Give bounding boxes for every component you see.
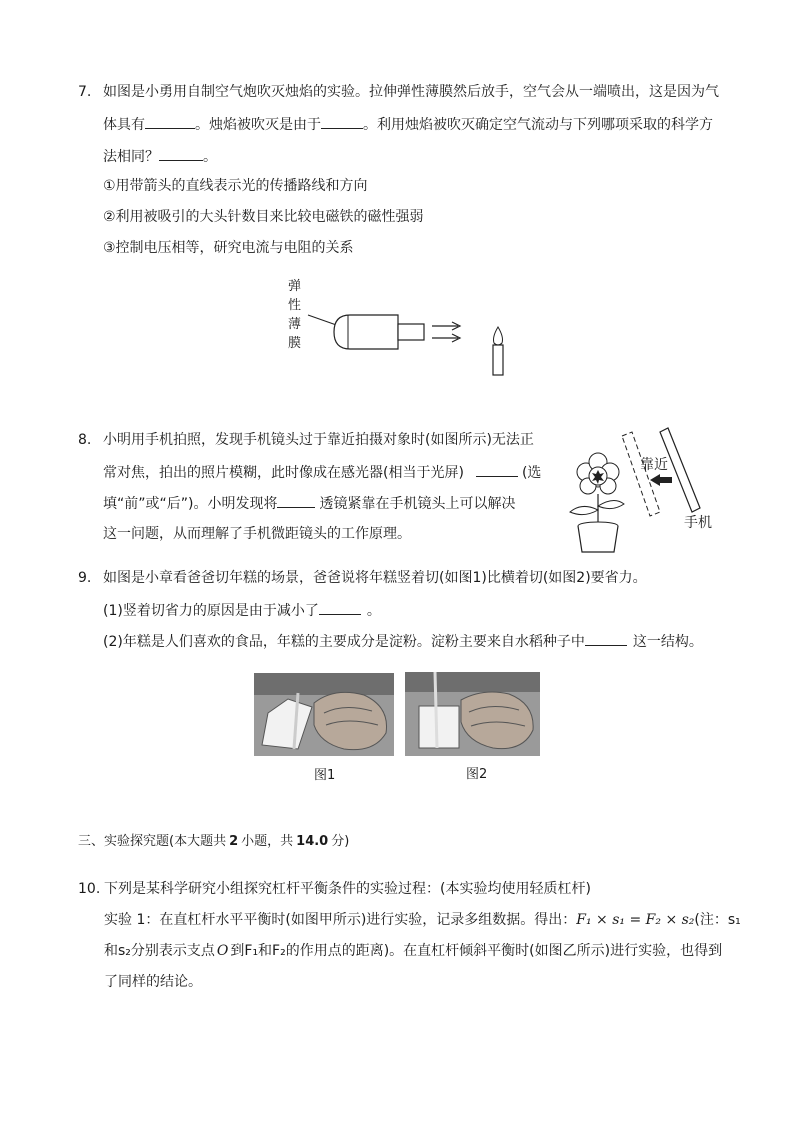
q10-number: 10. (78, 881, 101, 897)
q7-fig-label-2: 性 (288, 298, 302, 313)
q7-line3 (103, 146, 217, 167)
q7-number: 7. (78, 84, 92, 100)
q7-line2b: 。烛焰被吹灭是由于 (195, 117, 321, 133)
q8-figure (560, 422, 720, 562)
q7-option-1: ①用带箭头的直线表示光的传播路线和方向 (103, 178, 368, 194)
q7-option-2: ②利用被吸引的大头针数目来比较电磁铁的磁性强弱 (103, 209, 424, 225)
section3-score: 14.0 (296, 834, 329, 849)
q7-line3b: 。 (203, 149, 217, 165)
q7-figure (280, 275, 520, 385)
q7-line2 (103, 114, 713, 135)
q10-line4: 了同样的结论。 (104, 974, 202, 990)
q7-line2c: 。利用烛焰被吹灭确定空气流动与下列哪项采取的科学方 (363, 117, 713, 133)
q8-fig-label-phone: 手机 (684, 515, 712, 531)
q7-air-cannon-drawing (280, 275, 520, 385)
q7-blank3 (159, 146, 203, 161)
section3-title-b: (本大题共 (169, 834, 227, 849)
q7-line3a: 法相同？ (103, 149, 159, 165)
q9-caption-1: 图1 (314, 768, 336, 783)
q10-line3a: 和s₂分别表示支点 (104, 943, 215, 959)
q8-line4: 这一问题，从而理解了手机微距镜头的工作原理。 (103, 526, 411, 542)
q9-sub1a: (1)竖着切省力的原因是由于减小了 (103, 603, 319, 619)
q7-fig-label-3: 薄 (288, 317, 302, 332)
section3-heading (78, 832, 349, 852)
q7-line1: 如图是小勇用自制空气炮吹灭烛焰的实验。拉伸弹性薄膜然后放手，空气会从一端喷出，这是因为气 (103, 84, 719, 100)
q9-number: 9. (78, 570, 92, 586)
q8-flower-phone-drawing (560, 422, 720, 562)
q10-line3 (104, 941, 722, 961)
q8-blank2 (277, 493, 315, 508)
q9-sub1b: 。 (366, 603, 381, 619)
q8-fig-label-near: 靠近 (640, 457, 668, 473)
q9-sub2a: (2)年糕是人们喜欢的食品，年糕的主要成分是淀粉。淀粉主要来自水稻种子中 (103, 634, 585, 650)
section3-count: 2 (229, 834, 239, 849)
q9-photo-2 (405, 672, 540, 756)
q9-line1: 如图是小章看爸爸切年糕的场景，爸爸说将年糕竖着切(如图1)比横着切(如图2)要省力。 (103, 570, 647, 586)
q9-sub2 (103, 631, 703, 652)
q9-sub1 (103, 600, 381, 621)
q8-blank1 (476, 462, 518, 477)
q9-blank1 (319, 600, 361, 615)
q10-formula: F₁ × s₁ = F₂ × s₂ (576, 912, 695, 928)
q10-line1: 下列是某科学研究小组探究杠杆平衡条件的实验过程：(本实验均使用轻质杠杆) (104, 881, 591, 897)
q8-line3a: 填“前”或“后”)。小明发现将 (103, 496, 278, 512)
q9-sub2b: 这一结构。 (632, 634, 703, 650)
section3-title-d: 分) (331, 834, 350, 849)
q9-photo-1 (254, 673, 394, 756)
q8-line2b: (选 (521, 465, 542, 481)
q8-line2a: 常对焦，拍出的照片模糊，此时像成在感光器(相当于光屏) (103, 465, 464, 481)
q9-photo-1-image (254, 673, 394, 756)
q7-fig-label-4: 膜 (288, 336, 302, 351)
q9-caption-2: 图2 (466, 767, 488, 782)
q10-line2b: (注：s₁ (694, 912, 741, 928)
q10-line2 (104, 910, 741, 930)
q7-line2a: 体具有 (103, 117, 145, 133)
q10-point-o: O (216, 943, 229, 959)
section3-title-a: 三、实验探究题 (78, 834, 170, 849)
section3-title-c: 小题，共 (241, 834, 294, 849)
q7-blank1 (145, 114, 195, 129)
q7-fig-label-1: 弹 (288, 279, 302, 294)
q9-photo-2-image (405, 672, 540, 756)
q8-line1: 小明用手机拍照，发现手机镜头过于靠近拍摄对象时(如图所示)无法正 (103, 432, 534, 448)
q8-line2 (103, 462, 541, 483)
q8-line3b: 透镜紧靠在手机镜头上可以解决 (319, 496, 516, 512)
q10-line3b: 到F₁和F₂的作用点的距离)。在直杠杆倾斜平衡时(如图乙所示)进行实验，也得到 (230, 943, 723, 959)
q8-number: 8. (78, 432, 92, 448)
q10-line2a: 实验 1：在直杠杆水平平衡时(如图甲所示)进行实验，记录多组数据。得出： (104, 912, 577, 928)
q8-line3 (103, 493, 515, 514)
q7-blank2 (321, 114, 363, 129)
q9-blank2 (585, 631, 627, 646)
q7-option-3: ③控制电压相等，研究电流与电阻的关系 (103, 240, 354, 256)
